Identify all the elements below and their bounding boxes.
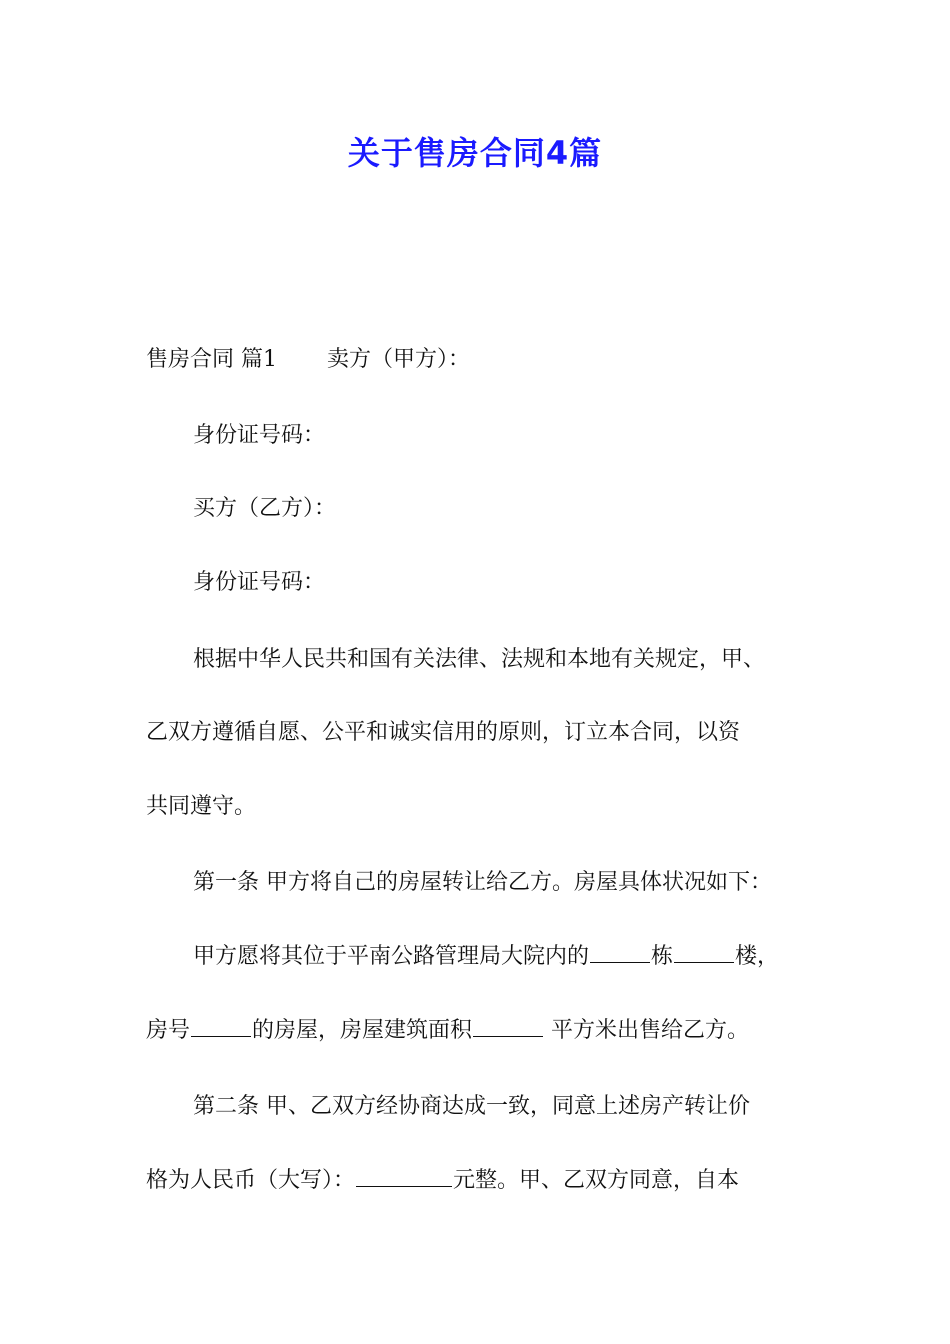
document-title: 关于售房合同4篇 — [347, 134, 603, 172]
preamble-line-1: 根据中华人民共和国有关法律、法规和本地有关规定，甲、 — [193, 647, 766, 672]
preamble-line-2: 乙双方遵循自愿、公平和诚实信用的原则，订立本合同，以资 — [146, 720, 741, 745]
room-number-blank — [191, 1016, 251, 1037]
seller-label: 卖方（甲方）： — [327, 347, 471, 372]
area-blank — [473, 1016, 543, 1037]
article-1: 第一条 甲方将自己的房屋转让给乙方。房屋具体状况如下： — [193, 870, 772, 895]
price-blank — [356, 1166, 452, 1187]
article-2-line-2: 格为人民币（大写）： 元整。甲、乙双方同意，自本 — [146, 1168, 740, 1193]
building-blank — [590, 942, 650, 963]
property-location-line: 甲方愿将其位于平南公路管理局大院内的 栋 楼， — [193, 944, 780, 969]
property-area-line: 房号 的房屋，房屋建筑面积 平方米出售给乙方。 — [146, 1018, 750, 1043]
buyer-id-label: 身份证号码： — [193, 570, 326, 595]
seller-id-label: 身份证号码： — [193, 423, 326, 448]
contract-section-label: 售房合同 篇1 — [146, 347, 277, 372]
article-2-line-1: 第二条 甲、乙双方经协商达成一致，同意上述房产转让价 — [193, 1094, 750, 1119]
contract-heading-line — [146, 345, 470, 375]
floor-blank — [674, 942, 734, 963]
buyer-label: 买方（乙方）： — [193, 496, 337, 521]
preamble-line-3: 共同遵守。 — [146, 794, 257, 819]
